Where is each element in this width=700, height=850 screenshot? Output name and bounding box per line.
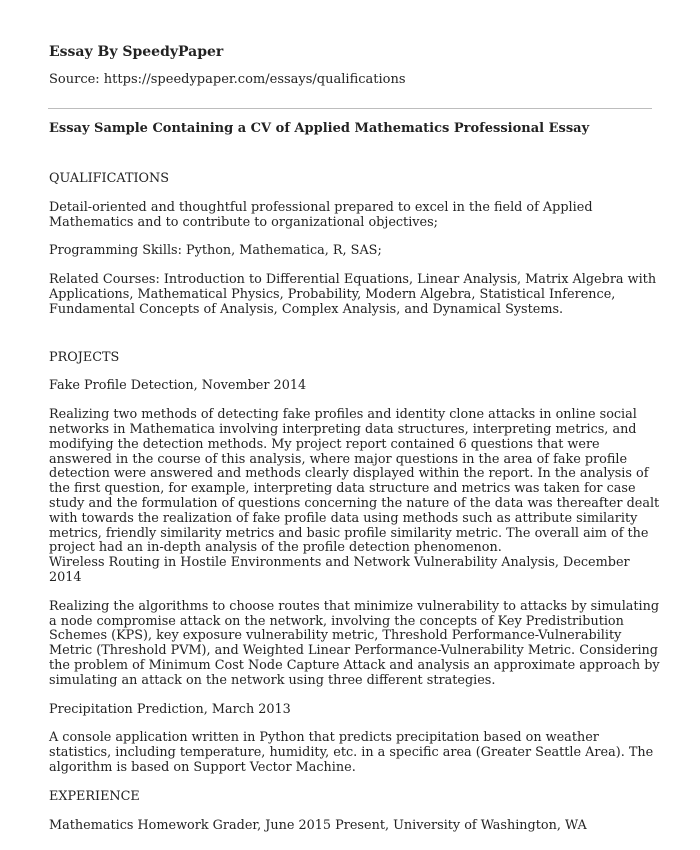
paragraph: Related Courses: Introduction to Differential Equations, Linear Analysis, Matrix Algebra with Applications, Mathematical Physics, Probability, Modern Algebra, Statistical Inference, Fundamental Concepts of Analysis, Complex Analysis, and Dynamical Systems.	[49, 272, 657, 317]
project-title: Precipitation Prediction, March 2013	[49, 701, 291, 717]
paragraph: Realizing the algorithms to choose routes that minimize vulnerability to attacks by simulating a node compromise attack on the network, involving the concepts of Key Predistribution Schemes (KPS), key exposure vulnerability metric, Threshold Performance-Vulnerability Metric (Threshold PVM), and Weighted Linear Performance-Vulnerability Metric. Considering the problem of Minimum Cost Node Capture Attack and analysis an approximate approach by simulating an attack on the network using three different strategies.	[49, 598, 660, 688]
project-title: Fake Profile Detection, November 2014	[49, 378, 307, 394]
source-line: Source: https://speedypaper.com/essays/qualifications	[49, 72, 406, 87]
section-heading-projects: PROJECTS	[49, 349, 120, 365]
site-title: Essay By SpeedyPaper	[49, 44, 224, 60]
experience-item: Mathematics Homework Grader, June 2015 Present, University of Washington, WA	[49, 817, 587, 833]
paragraph: Programming Skills: Python, Mathematica, R, SAS;	[49, 243, 382, 259]
project-title: Wireless Routing in Hostile Environments and Network Vulnerability Analysis, December 2014	[49, 555, 630, 585]
divider	[48, 108, 652, 109]
section-heading-qualifications: QUALIFICATIONS	[49, 171, 169, 186]
paragraph	[49, 408, 661, 586]
paragraph: A console application written in Python that predicts precipitation based on weather statistics, including temperature, humidity, etc. in a specific area (Greater Seattle Area). The algorithm is based on Support Vector Machine.	[49, 730, 654, 775]
essay-body	[49, 172, 661, 833]
essay-title: Essay Sample Containing a CV of Applied Mathematics Professional Essay	[49, 121, 590, 136]
paragraph: Detail-oriented and thoughtful professional prepared to excel in the field of Applied Mathematics and to contribute to organizational objectives;	[49, 199, 593, 230]
section-heading-experience: EXPERIENCE	[49, 788, 140, 804]
project-body: Realizing two methods of detecting fake profiles and identity clone attacks in online social networks in Mathematica involving interpreting data structures, interpreting metrics, and modifying the detection methods. My project report contained 6 questions that were answered in the course of this analysis, where major questions in the area of fake profile detection were answered and methods clearly displayed within the report. In the analysis of the first question, for example, interpreting data structure and metrics was taken for case study and the formulation of questions concerning the nature of the data was thereafter dealt with towards the realization of fake profile data using methods such as attribute similarity metrics, friendly similarity metrics and basic profile similarity metric. The overall aim of the project had an in-depth analysis of the profile detection phenomenon.	[49, 407, 660, 556]
